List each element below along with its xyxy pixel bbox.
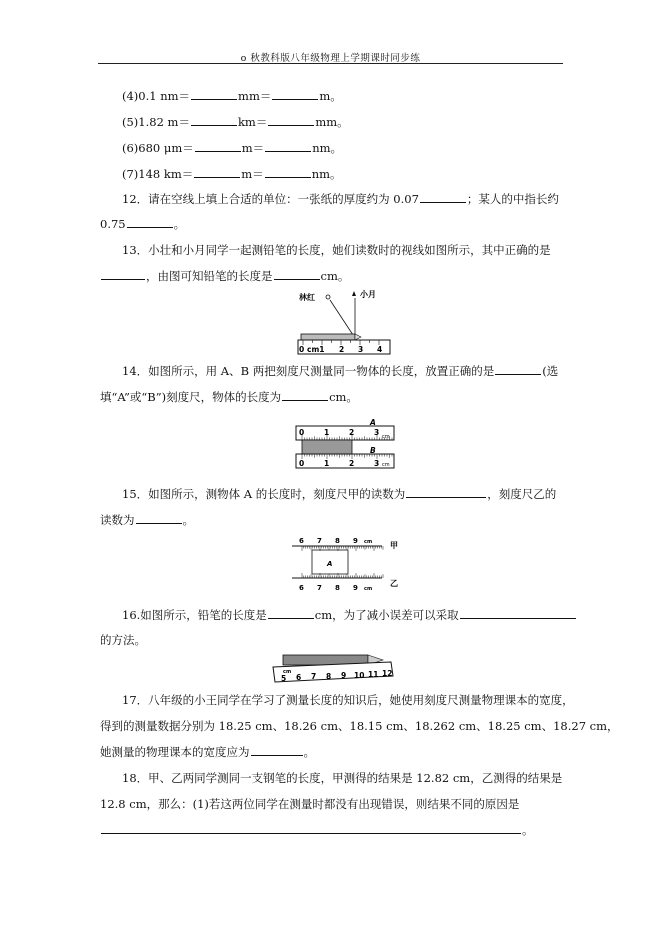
svg-text:4: 4 xyxy=(377,345,383,354)
answer-blank[interactable] xyxy=(191,114,237,126)
svg-text:0: 0 xyxy=(299,428,305,437)
q18-line1: 18．甲、乙两同学测同一支钢笔的长度，甲测得的结果是 12.82 cm，乙测得的结果是 xyxy=(122,771,563,785)
measured-object xyxy=(302,440,352,454)
svg-text:6: 6 xyxy=(299,537,304,545)
svg-text:cm: cm xyxy=(364,539,373,545)
q17-line1: 17．八年级的小王同学在学习了测量长度的知识后，她使用刻度尺测量物理课本的宽度， xyxy=(122,693,574,707)
svg-text:7: 7 xyxy=(311,672,317,681)
q17-line2: 得到的测量数据分别为 18.25 cm、18.26 cm、18.15 cm、18.262 cm、18.25 cm、18.27 cm， xyxy=(100,719,619,733)
answer-blank[interactable] xyxy=(265,166,311,178)
answer-blank[interactable] xyxy=(420,191,466,203)
svg-text:11: 11 xyxy=(368,670,379,679)
answer-blank[interactable] xyxy=(101,268,145,280)
header-divider xyxy=(98,63,563,64)
svg-text:2: 2 xyxy=(349,428,355,437)
svg-text:8: 8 xyxy=(335,584,340,592)
svg-text:12: 12 xyxy=(382,669,393,678)
q11-6: (6)680 μm＝ m＝ nm。 xyxy=(122,141,342,155)
label-object-a: A xyxy=(327,560,333,568)
answer-blank[interactable] xyxy=(136,512,182,524)
figure-15 xyxy=(290,534,408,596)
answer-blank[interactable] xyxy=(194,166,240,178)
svg-text:6: 6 xyxy=(299,584,304,592)
answer-blank[interactable] xyxy=(272,88,318,100)
svg-text:1: 1 xyxy=(324,428,330,437)
q16-line1: 16.如图所示，铅笔的长度是 cm，为了减小误差可以采取 xyxy=(122,607,577,623)
svg-text:cm: cm xyxy=(364,586,373,592)
svg-text:7: 7 xyxy=(317,584,322,592)
label-b: B xyxy=(370,446,376,455)
svg-text:3: 3 xyxy=(374,459,380,468)
sight-line-left xyxy=(330,300,355,338)
q12-line1: 12．请在空线上填上合适的单位：一张纸的厚度约为 0.07 ；某人的中指长约 xyxy=(122,192,559,206)
figure-14 xyxy=(294,418,396,474)
figure-16 xyxy=(271,652,395,688)
svg-text:3: 3 xyxy=(358,345,364,354)
label-yi: 乙 xyxy=(390,579,398,588)
label-a: A xyxy=(370,418,376,427)
answer-blank[interactable] xyxy=(101,822,521,834)
q14-line1: 14．如图所示，用 A、B 两把刻度尺测量同一物体的长度，放置正确的是 (选 xyxy=(122,364,559,378)
svg-text:0: 0 xyxy=(299,345,305,354)
q15-line1: 15．如图所示，测物体 A 的长度时，刻度尺甲的读数为 ，刻度尺乙的 xyxy=(122,487,557,501)
answer-blank[interactable] xyxy=(268,607,314,619)
q11-7: (7)148 km＝ m＝ nm。 xyxy=(122,167,342,181)
answer-blank[interactable] xyxy=(274,268,320,280)
q18-line2: 12.8 cm，那么：(1)若这两位同学在测量时都没有出现错误，则结果不同的原因是 xyxy=(100,797,520,811)
svg-text:9: 9 xyxy=(353,537,358,545)
answer-blank[interactable] xyxy=(265,140,311,152)
answer-blank[interactable] xyxy=(406,486,486,498)
q13-line1: 13．小壮和小月同学一起测铅笔的长度，她们读数时的视线如图所示，其中正确的是 xyxy=(122,243,551,257)
pencil xyxy=(301,334,355,340)
svg-text:1: 1 xyxy=(324,459,330,468)
q14-line2: 填“A”或“B”)刻度尺，物体的长度为 cm。 xyxy=(100,390,358,404)
svg-text:3: 3 xyxy=(374,428,380,437)
label-xiaoyue: 小月 xyxy=(360,290,376,299)
q11-4-text: (4)0.1 nm＝ xyxy=(122,89,191,103)
q16-line2: 的方法。 xyxy=(100,633,146,647)
label-jia: 甲 xyxy=(390,541,398,550)
answer-blank[interactable] xyxy=(495,363,541,375)
q13-line2: ，由图可知铅笔的长度是 cm。 xyxy=(100,268,349,284)
q15-line2: 读数为 。 xyxy=(100,513,194,527)
svg-text:cm1: cm1 xyxy=(307,345,325,354)
answer-blank[interactable] xyxy=(195,140,241,152)
svg-text:cm: cm xyxy=(382,462,390,468)
answer-blank[interactable] xyxy=(282,389,328,401)
svg-text:2: 2 xyxy=(349,459,355,468)
svg-text:0: 0 xyxy=(299,459,305,468)
svg-text:cm: cm xyxy=(382,434,390,440)
svg-text:5: 5 xyxy=(281,674,287,683)
svg-text:8: 8 xyxy=(335,537,340,545)
q12-line2: 0.75 。 xyxy=(100,217,186,231)
svg-text:2: 2 xyxy=(339,345,345,354)
q17-line3: 她测量的物理课本的宽度应为 。 xyxy=(100,745,315,759)
answer-blank[interactable] xyxy=(191,88,237,100)
answer-blank[interactable] xyxy=(268,114,314,126)
q11-4: (4)0.1 nm＝ mm＝ m。 xyxy=(122,89,342,103)
svg-text:9: 9 xyxy=(341,671,347,680)
svg-text:8: 8 xyxy=(326,672,332,681)
svg-text:7: 7 xyxy=(317,537,322,545)
q11-5: (5)1.82 m＝ km＝ mm。 xyxy=(122,115,349,129)
svg-text:cm: cm xyxy=(283,669,292,675)
answer-blank[interactable] xyxy=(460,607,576,619)
answer-blank[interactable] xyxy=(251,744,303,756)
svg-text:10: 10 xyxy=(354,671,365,680)
svg-text:9: 9 xyxy=(353,584,358,592)
svg-text:6: 6 xyxy=(296,673,302,682)
page-header: o 秋教科版八年级物理上学期课时同步练 xyxy=(240,53,421,64)
q18-line3: 。 xyxy=(100,822,534,838)
answer-blank[interactable] xyxy=(127,216,173,228)
label-linhong: 林红 xyxy=(299,293,315,302)
figure-13 xyxy=(295,288,395,356)
